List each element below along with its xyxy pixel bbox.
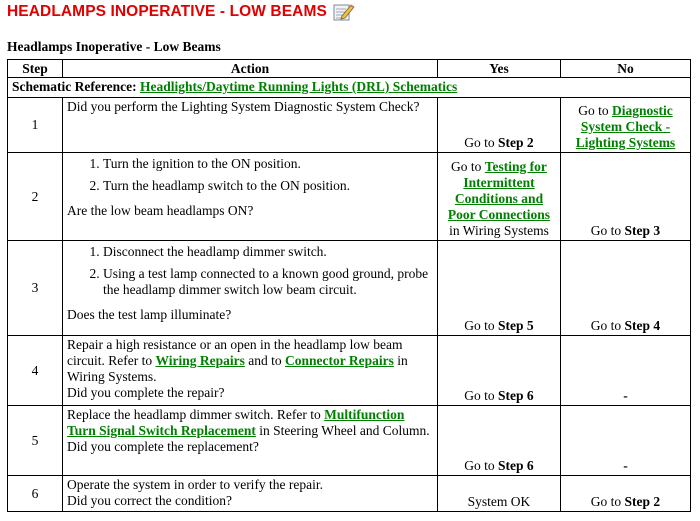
column-header-yes: Yes	[438, 60, 561, 78]
no-result	[561, 476, 691, 512]
multifunction-switch-link[interactable]: Multifunction Turn Signal Switch Replacement	[67, 407, 405, 438]
diagnostic-system-check-link[interactable]: Diagnostic System Check - Lighting Systems	[575, 103, 676, 150]
step-number: 2	[8, 153, 63, 241]
yes-step-ref: Step 6	[498, 458, 534, 473]
no-prefix: Go to	[590, 318, 622, 333]
no-dash: -	[623, 458, 628, 473]
connector-repairs-link[interactable]: Connector Repairs	[284, 353, 394, 368]
yes-result	[438, 336, 561, 406]
no-prefix: Go to	[590, 494, 622, 509]
schematic-reference	[8, 78, 691, 98]
step-number: 6	[8, 476, 63, 512]
step-number: 5	[8, 406, 63, 476]
yes-prefix: Go to	[451, 159, 482, 174]
step-number: 4	[8, 336, 63, 406]
action-text: Operate the system in order to verify the repair.	[67, 477, 324, 492]
no-step-ref: Step 3	[624, 223, 661, 238]
page-title: HEADLAMPS INOPERATIVE - LOW BEAMS	[7, 3, 327, 20]
table-row	[8, 98, 691, 153]
step-action	[63, 476, 438, 512]
table-row	[8, 241, 691, 336]
no-prefix: Go to	[590, 223, 622, 238]
diagnostic-table	[7, 59, 691, 512]
table-row	[8, 476, 691, 512]
no-prefix: Go to	[578, 103, 609, 118]
yes-text: System OK	[467, 494, 531, 509]
schematic-link[interactable]: Headlights/Daytime Running Lights (DRL) Schematics	[139, 79, 458, 94]
table-row	[8, 336, 691, 406]
column-header-no: No	[561, 60, 691, 78]
step-number: 3	[8, 241, 63, 336]
no-result	[561, 336, 691, 406]
yes-result	[438, 153, 561, 241]
action-text: and to	[248, 353, 282, 368]
no-result	[561, 241, 691, 336]
action-question: Did you complete the replacement?	[67, 439, 259, 454]
wiring-repairs-link[interactable]: Wiring Repairs	[155, 353, 245, 368]
yes-suffix: in Wiring Systems	[449, 223, 549, 238]
yes-prefix: Go to	[464, 135, 495, 150]
yes-step-ref: Step 6	[498, 388, 534, 403]
yes-step-ref: Step 2	[498, 135, 534, 150]
no-step-ref: Step 2	[624, 494, 661, 509]
list-item: 1. Disconnect the headlamp dimmer switch.	[103, 244, 433, 260]
action-question: Does the test lamp illuminate?	[67, 307, 232, 322]
schematic-reference-label: Schematic Reference:	[12, 79, 137, 94]
step-action	[63, 98, 438, 153]
no-dash: -	[623, 388, 628, 403]
column-header-step: Step	[8, 60, 63, 78]
step-action	[63, 241, 438, 336]
no-result	[561, 406, 691, 476]
yes-result	[438, 406, 561, 476]
action-text: Did you perform the Lighting System Diagnostic System Check?	[67, 99, 420, 114]
yes-result	[438, 98, 561, 153]
yes-step-ref: Step 5	[498, 318, 534, 333]
yes-prefix: Go to	[464, 318, 495, 333]
list-item: 2. Using a test lamp connected to a known good ground, probe the headlamp dimmer switch low beam circuit.	[103, 266, 433, 298]
table-row	[8, 406, 691, 476]
yes-prefix: Go to	[464, 458, 495, 473]
action-text: Replace the headlamp dimmer switch. Refer to	[67, 407, 321, 422]
action-list	[67, 156, 433, 194]
step-action	[63, 406, 438, 476]
no-step-ref: Step 4	[624, 318, 661, 333]
list-item: 2. Turn the headlamp switch to the ON position.	[103, 178, 433, 194]
column-header-action: Action	[63, 60, 438, 78]
yes-prefix: Go to	[464, 388, 495, 403]
intermittent-conditions-link[interactable]: Testing for Intermittent Conditions and Poor Connections	[447, 159, 551, 222]
table-row	[8, 153, 691, 241]
action-text: in Wiring Systems.	[67, 353, 408, 384]
step-action	[63, 153, 438, 241]
action-question: Did you correct the condition?	[67, 493, 232, 508]
page-header	[7, 2, 355, 22]
yes-result	[438, 241, 561, 336]
action-list	[67, 244, 433, 298]
table-caption: Headlamps Inoperative - Low Beams	[7, 39, 221, 54]
action-text: in Steering Wheel and Column.	[259, 423, 430, 438]
step-action	[63, 336, 438, 406]
schematic-reference-row	[8, 78, 691, 98]
list-item: 1. Turn the ignition to the ON position.	[103, 156, 433, 172]
table-header-row	[8, 60, 691, 78]
action-text: Repair a high resistance or an open in the headlamp low beam circuit. Refer to	[67, 337, 403, 368]
action-question: Are the low beam headlamps ON?	[67, 203, 254, 218]
note-pencil-icon	[333, 2, 355, 22]
no-result	[561, 153, 691, 241]
yes-result	[438, 476, 561, 512]
action-question: Did you complete the repair?	[67, 385, 225, 400]
step-number: 1	[8, 98, 63, 153]
no-result	[561, 98, 691, 153]
